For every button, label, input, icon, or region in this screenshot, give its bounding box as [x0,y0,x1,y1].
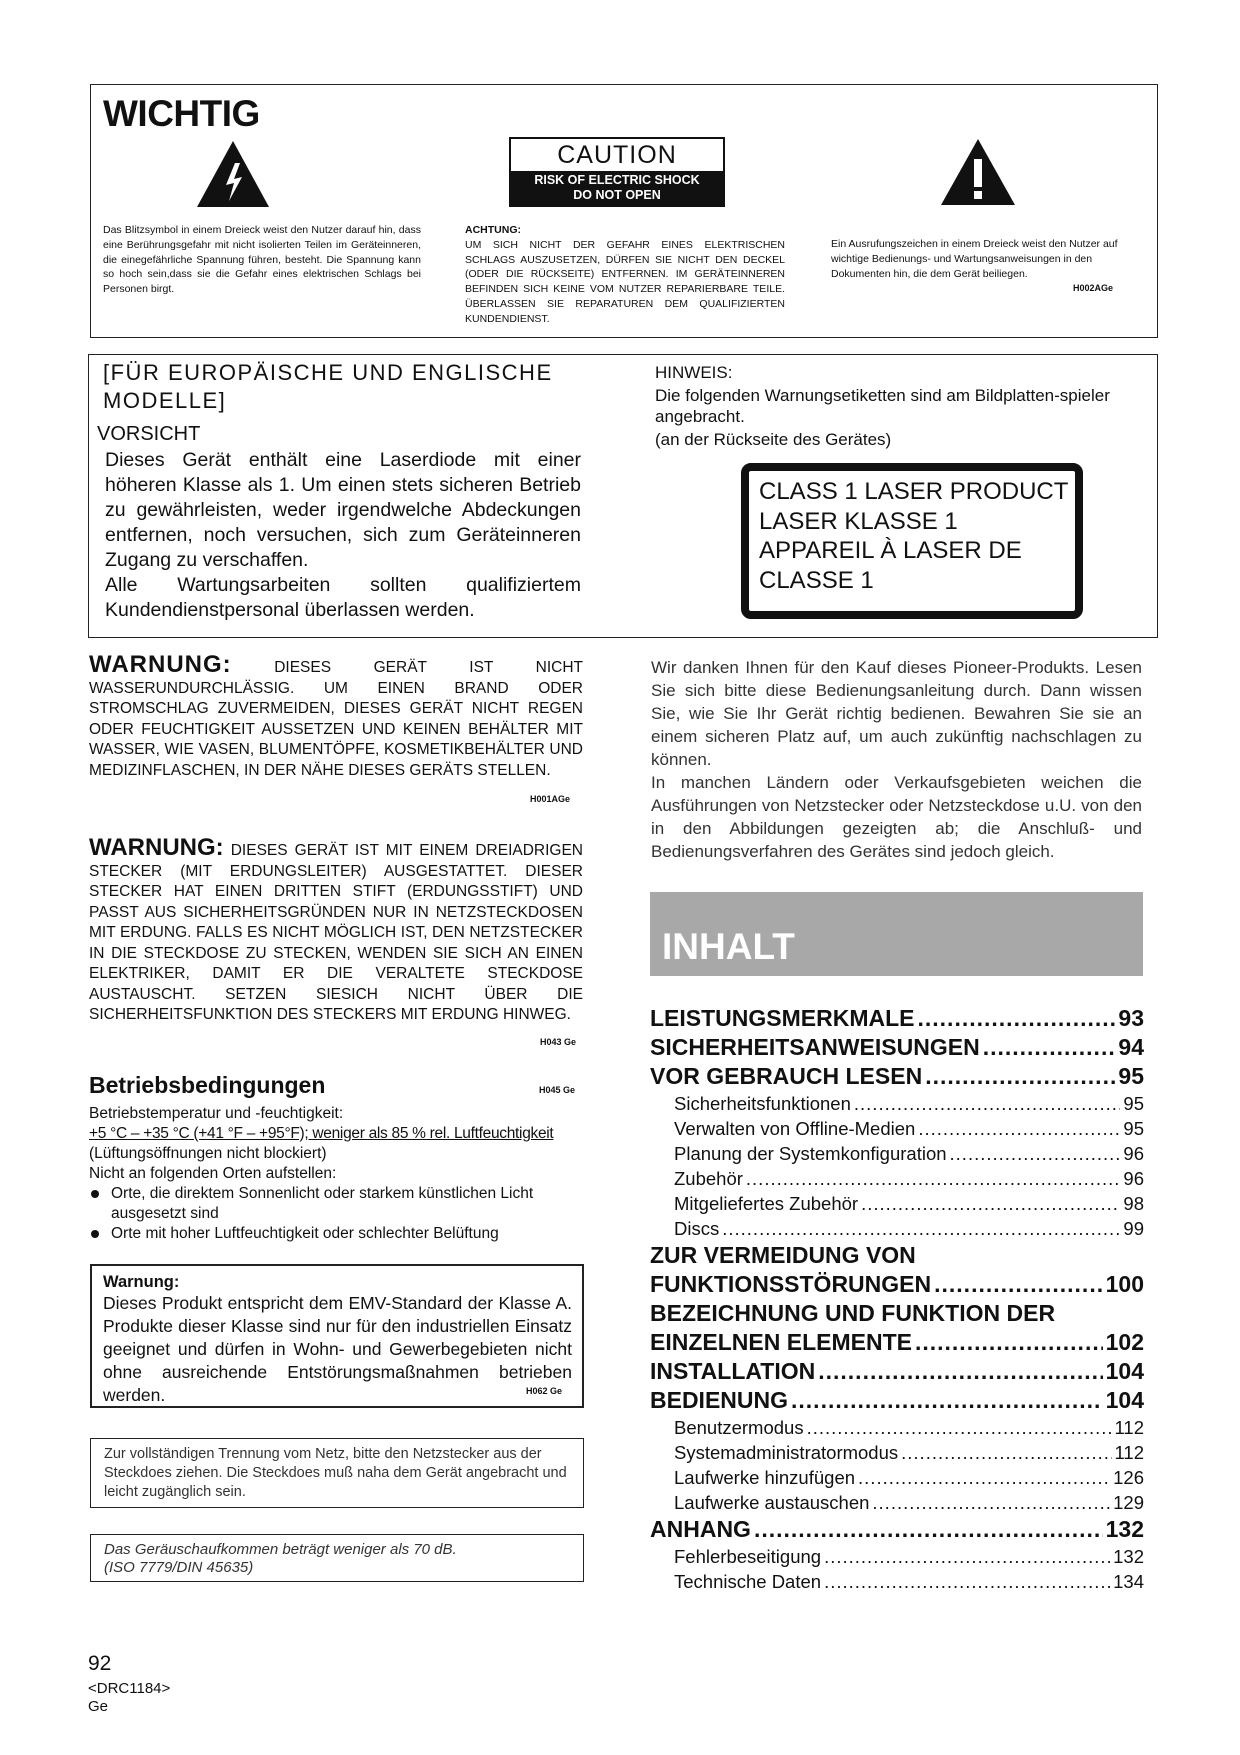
toc-entry-label: FUNKTIONSSTÖRUNGEN [650,1271,932,1297]
betrieb-title: Betriebsbedingungen [89,1072,326,1098]
toc-entry-label: EINZELNEN ELEMENTE [650,1329,912,1355]
emv-box [90,1264,584,1408]
toc-entry-label: Zubehör [674,1168,743,1189]
geraeusch-line-2: (ISO 7779/DIN 45635) [104,1559,254,1576]
toc-entry [650,1191,1144,1216]
wichtig-code: H002AGe [1073,283,1114,293]
achtung-title: ACHTUNG: [465,224,521,236]
toc-entry [650,1116,1144,1141]
lightning-text: Das Blitzsymbol in einem Dreieck weist den Nutzer darauf hin, dass eine Berührungsgefahr mit nicht isolierten Teilen im Geräteinneren, die einegefährliche Spannung führen, besteht. Die Spannung kann so hoch sein,dass sie die Gefahr eines elektrischen Schlags bei Personen birgt. [103,224,421,296]
toc-entry [650,1166,1144,1191]
toc-entry-label: Fehlerbeseitigung [674,1546,822,1567]
warnung-2-text: DIESES GERÄT IST MIT EINEM DREIADRIGEN STECKER (MIT ERDUNGSLEITER) AUSGESTATTET. DIESER STECKER HAT EINEN DRITTEN STIFT (ERDUNGSSTIFT) UND PASST AUS SICHERHEITSGRÜNDEN NUR IN NETZSTECKDOSEN MIT ERDUNG. FALLS ES NICHT MÖGLICH IST, DEN NETZSTECKER IN DIE STECKDOSE ZU STECKEN, WENDEN SIE SICH AN EINEN ELEKTRIKER, DAMIT ER DIE VERALTETE STECKDOSE AUSTAUSCHT. SETZEN SIESICH NICHT ÜBER DIE SICHERHEITSFUNKTION DES STECKERS MIT ERDUNG HINWEG. [89,842,584,1023]
caution-title: CAUTION [557,141,677,169]
wichtig-title: WICHTIG [103,93,260,134]
laser-text-1: Dieses Gerät enthält eine Laserdiode mit einer höheren Klasse als 1. Um einen stets sicheren Betrieb zu gewährleisten, weder irgendwelche Abdeckungen entfernen, noch versuchen, sich zum Geräteinneren Zugang zu verschaffen. [105,449,581,571]
betrieb-line-1: Betriebstemperatur und -feuchtigkeit: [89,1105,344,1122]
toc-entry [650,1386,1144,1415]
toc-leader-dots [754,1515,1103,1544]
betrieb-bullet-2: Orte mit hoher Luftfeuchtigkeit oder schlechter Belüftung [89,1224,589,1244]
toc-entry [650,1465,1144,1490]
exclamation-text: Ein Ausrufungszeichen in einem Dreieck weist den Nutzer auf wichtige Bedienungs- und Wartungsanweisungen in den Dokumenten hin, die dem Gerät beiliegen. [831,238,1118,280]
laser-class-label [741,463,1083,619]
warnung-2-code: H043 Ge [540,1037,577,1047]
toc-entry-label: INSTALLATION [650,1358,816,1384]
toc-entry-page: 96 [1123,1143,1144,1164]
betrieb-body [89,1104,589,1244]
betrieb-code: H045 Ge [539,1085,576,1095]
hinweis-paren: (an der Rückseite des Gerätes) [655,430,892,449]
warnung-1-lead: WARNUNG: [89,651,232,678]
toc-entry-page: 95 [1118,1063,1144,1089]
toc-leader-dots [872,1490,1110,1515]
toc-entry [650,1515,1144,1544]
toc-entry-label: LEISTUNGSMERKMALE [650,1005,915,1031]
language-code: Ge [88,1698,109,1715]
intro-text [651,656,1142,863]
achtung-section [465,223,785,327]
toc-entry [650,1062,1144,1091]
toc-leader-dots [791,1386,1103,1415]
toc-leader-dots [858,1465,1110,1490]
toc-entry-label: ANHANG [650,1516,751,1542]
warnung-1-code: H001AGe [530,794,571,804]
toc-entry-page: 104 [1105,1358,1144,1384]
warnung-2-lead: WARNUNG: [89,834,224,861]
label-line-2: LASER KLASSE 1 [759,507,958,535]
toc-entry-page: 104 [1105,1387,1144,1413]
toc-entry-label: BEDIENUNG [650,1387,789,1413]
toc-entry [650,1216,1144,1241]
exclamation-warning-icon [939,137,1017,207]
toc-entry [650,1004,1144,1033]
betrieb-bullet-1: Orte, die direktem Sonnenlicht oder starkem künstlichen Licht ausgesetzt sind [89,1184,589,1224]
toc-entry-page: 132 [1113,1546,1144,1567]
toc-leader-dots [934,1270,1103,1299]
toc-entry-label: Verwalten von Offline-Medien [674,1118,916,1139]
toc-entry [650,1569,1144,1594]
label-line-4: CLASSE 1 [759,566,874,594]
inhalt-banner [650,892,1143,976]
hinweis-text: Die folgenden Warnungsetiketten sind am Bildplatten-spieler angebracht. [655,386,1110,426]
warnung-1-text: DIESES GERÄT IST NICHT WASSERUNDURCHLÄSSIG. UM EINEN BRAND ODER STROMSCHLAG ZUVERMEIDEN, DIESES GERÄT NICHT REGEN ODER FEUCHTIGKEIT AUSSETZEN UND KEINEN BEHÄLTER MIT WASSER, WIE VASEN, BLUMENTÖPFE, KOSMETIKBEHÄLTER UND MEDIZINFLASCHEN, IN DER NÄHE DIESES GERÄTS STELLEN. [89,659,583,779]
geraeusch-box [90,1534,584,1582]
toc-entry [650,1490,1144,1515]
toc-entry-page: 102 [1105,1329,1144,1355]
toc-leader-dots [983,1033,1116,1062]
toc-leader-dots [950,1141,1121,1166]
toc-entry [650,1270,1144,1299]
toc-entry-page: 132 [1105,1516,1144,1542]
toc-entry [650,1544,1144,1569]
toc-leader-dots [807,1415,1112,1440]
toc-leader-dots [818,1357,1102,1386]
vorsicht-label: VORSICHT [97,423,201,445]
toc-entry [650,1141,1144,1166]
toc-entry-label: ZUR VERMEIDUNG VON [650,1242,916,1268]
toc-entry [650,1091,1144,1116]
toc-entry [650,1033,1144,1062]
warnung-1 [89,651,583,781]
toc-entry-page: 134 [1113,1571,1144,1592]
toc-entry-page: 94 [1118,1034,1144,1060]
toc-leader-dots [861,1191,1120,1216]
toc-leader-dots [824,1544,1110,1569]
laser-heading: [FÜR EUROPÄISCHE UND ENGLISCHE MODELLE] [103,360,553,413]
toc-leader-dots [925,1062,1115,1091]
toc-entry-label: SICHERHEITSANWEISUNGEN [650,1034,980,1060]
toc-entry-label: Sicherheitsfunktionen [674,1093,851,1114]
achtung-text: UM SICH NICHT DER GEFAHR EINES ELEKTRISCHEN SCHLAGS AUSZUSETZEN, DÜRFEN SIE NICHT DEN DECKEL (ODER DIE RÜCKSEITE) ENTFERNEN. IM GERÄTEINNEREN BEFINDEN SICH KEINE VOM NUTZER REPARIERBARE TEILE. ÜBERLASSEN SIE REPARATUREN DEM QUALIFIZIERTEN KUNDENDIENST. [465,238,785,325]
geraeusch-line-1: Das Geräuschaufkommen beträgt weniger als 70 dB. [104,1541,457,1558]
toc-leader-dots [854,1091,1121,1116]
betrieb-line-4: Nicht an folgenden Orten aufstellen: [89,1165,337,1182]
toc-leader-dots [746,1166,1121,1191]
laser-box [88,354,1158,638]
hinweis-title: HINWEIS: [655,363,733,382]
caution-sub1: RISK OF ELECTRIC SHOCK [534,173,700,187]
betrieb-line-3: (Lüftungsöffnungen nicht blockiert) [89,1145,327,1162]
toc-entry-label: Mitgeliefertes Zubehör [674,1193,859,1214]
emv-code: H062 Ge [526,1386,563,1396]
toc-entry [650,1241,1144,1270]
intro-p1: Wir danken Ihnen für den Kauf dieses Pioneer-Produkts. Lesen Sie sich bitte diese Bedienungsanleitung durch. Dann wissen Sie, wie Sie Ihr Gerät richtig bedienen. Bewahren Sie sie an einem sicheren Platz auf, um auch zukünftig nachschlagen zu können. [651,658,1142,769]
warnung-2 [89,834,584,1026]
toc-entry-page: 112 [1114,1417,1144,1438]
toc-entry [650,1440,1144,1465]
toc-entry-page: 98 [1123,1193,1144,1214]
toc-entry [650,1415,1144,1440]
label-line-3: APPAREIL À LASER DE [759,537,1022,564]
toc-entry-page: 95 [1123,1118,1144,1139]
toc-entry-label: Discs [674,1218,720,1239]
trennung-box [90,1438,584,1508]
emv-text: Dieses Produkt entspricht dem EMV-Standard der Klasse A. Produkte dieser Klasse sind nur für den industriellen Einsatz geeignet und dürfen in Wohn- und Gewerbegebieten nicht ohne ausreichende Entstörungsmaßnahmen betrieben werden. [103,1293,572,1405]
doc-code: <DRC1184> [88,1680,171,1697]
toc-entry-page: 95 [1123,1093,1144,1114]
betrieb-line-2: +5 °C – +35 °C (+41 °F – +95°F); weniger als 85 % rel. Luftfeuchtigkeit [89,1125,554,1142]
toc-entry-label: Systemadministratormodus [674,1442,899,1463]
toc-entry [650,1299,1144,1328]
wichtig-box [90,84,1158,338]
toc-entry-page: 100 [1105,1271,1144,1297]
toc-leader-dots [918,1116,1120,1141]
laser-text-2: Alle Wartungsarbeiten sollten qualifiziertem Kundendienstpersonal überlassen werden. [105,574,581,621]
toc-entry-label: Laufwerke hinzufügen [674,1467,856,1488]
caution-sub2: DO NOT OPEN [573,188,661,202]
toc-leader-dots [915,1328,1103,1357]
intro-p2: In manchen Ländern oder Verkaufsgebieten weichen die Ausführungen von Netzstecker oder Netzsteckdose u.U. von den in den Abbildungen gezeigten ab; die Anschluß- und Bedienungsverfahren des Gerätes sind jedoch gleich. [651,773,1142,861]
toc-entry-page: 129 [1113,1492,1144,1513]
toc-entry-page: 96 [1123,1168,1144,1189]
toc-entry-label: Laufwerke austauschen [674,1492,870,1513]
label-line-1: CLASS 1 LASER PRODUCT [759,478,1069,505]
toc-entry [650,1328,1144,1357]
lightning-warning-icon [195,139,271,209]
toc-entry-page: 99 [1123,1218,1144,1239]
toc-entry-page: 126 [1113,1467,1144,1488]
toc-entry-page: 93 [1118,1005,1144,1031]
toc-entry-label: BEZEICHNUNG UND FUNKTION DER [650,1300,1056,1326]
inhalt-heading: INHALT [662,926,795,967]
emv-title: Warnung: [103,1273,180,1291]
caution-label [509,137,725,207]
page-number: 92 [88,1652,112,1675]
trennung-text: Zur vollständigen Trennung vom Netz, bitte den Netzstecker aus der Steckdoes ziehen. Die Steckdoes muß naha dem Gerät angebracht und leicht zugänglich sein. [104,1446,567,1500]
toc-leader-dots [901,1440,1111,1465]
toc-leader-dots [824,1569,1110,1594]
toc-entry [650,1357,1144,1386]
toc-leader-dots [918,1004,1116,1033]
toc-entry-page: 112 [1114,1442,1144,1463]
toc-entry-label: VOR GEBRAUCH LESEN [650,1063,923,1089]
table-of-contents [650,1004,1144,1594]
toc-leader-dots [722,1216,1120,1241]
toc-entry-label: Technische Daten [674,1571,822,1592]
toc-entry-label: Planung der Systemkonfiguration [674,1143,947,1164]
toc-entry-label: Benutzermodus [674,1417,804,1438]
